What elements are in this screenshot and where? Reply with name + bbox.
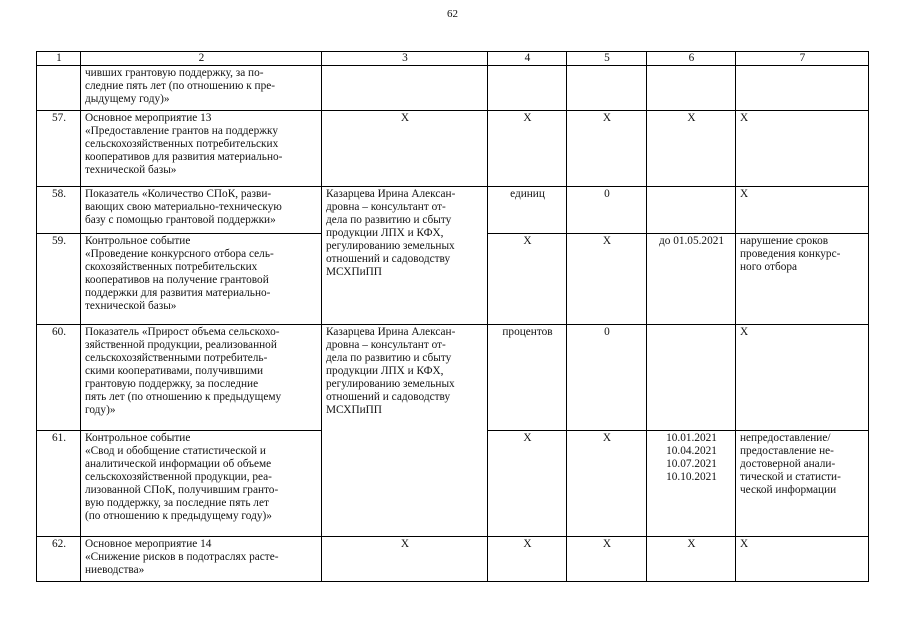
- date-cell: до 01.05.2021: [647, 234, 736, 325]
- col6-cell: Х: [647, 537, 736, 582]
- activity-name: Контрольное событие «Проведение конкурсного отбора сель- скохозяйственных потребительских кооперативов на получение грантовой поддержки для развития материально- технической базы»: [81, 234, 322, 325]
- row-number: 59.: [37, 234, 81, 325]
- col4-cell: [488, 66, 567, 111]
- date-cell: [647, 325, 736, 431]
- activity-name: Контрольное событие «Свод и обобщение статистической и аналитической информации об объеме сельскохозяйственной продукции, реа- лизованной СПоК, получившим гранто- вую поддержку, за последние пять лет (по отношению к предыдущему году)»: [81, 431, 322, 537]
- responsible-cell: [322, 66, 488, 111]
- risk-cell: нарушение сроков проведения конкурс- ного отбора: [736, 234, 869, 325]
- row-number: 58.: [37, 187, 81, 234]
- header-cell: 1: [37, 52, 81, 66]
- header-cell: 5: [567, 52, 647, 66]
- col4-cell: Х: [488, 234, 567, 325]
- activity-name: Показатель «Прирост объема сельскохо- зяйственной продукции, реализованной сельскохозяйственными потребитель- скими кооперативами, получившими грантовую поддержку, за последние пять лет (по отношению к предыдущему году)»: [81, 325, 322, 431]
- table-header-row: [37, 52, 869, 66]
- col4-cell: Х: [488, 431, 567, 537]
- col5-cell: Х: [567, 431, 647, 537]
- row-number: 62.: [37, 537, 81, 582]
- responsible-cell: Х: [322, 537, 488, 582]
- date-cell: [647, 187, 736, 234]
- value-cell: 0: [567, 325, 647, 431]
- activity-name: чивших грантовую поддержку, за по- следние пять лет (по отношению к пре- дыдущему году)»: [81, 66, 322, 111]
- responsible-person: Казарцева Ирина Алексан- дровна – консультант от- дела по развитию и сбыту продукции ЛПХ и КФХ, регулированию земельных отношений и садоводству МСХПиПП: [322, 187, 488, 325]
- col6-cell: [647, 66, 736, 111]
- unit-cell: единиц: [488, 187, 567, 234]
- activity-table: [36, 51, 869, 582]
- table-row-58: [37, 187, 869, 234]
- header-cell: 7: [736, 52, 869, 66]
- value-cell: 0: [567, 187, 647, 234]
- row-number: 61.: [37, 431, 81, 537]
- activity-name: Основное мероприятие 13 «Предоставление грантов на поддержку сельскохозяйственных потребительских кооперативов для развития материально- технической базы»: [81, 111, 322, 187]
- date-cell: 10.01.2021 10.04.2021 10.07.2021 10.10.2021: [647, 431, 736, 537]
- col7-cell: Х: [736, 111, 869, 187]
- header-cell: 3: [322, 52, 488, 66]
- col7-cell: Х: [736, 325, 869, 431]
- unit-cell: процентов: [488, 325, 567, 431]
- table-row-60: [37, 325, 869, 431]
- header-cell: 4: [488, 52, 567, 66]
- row-number: 60.: [37, 325, 81, 431]
- row-number: [37, 66, 81, 111]
- col5-cell: Х: [567, 111, 647, 187]
- risk-cell: непредоставление/ предоставление не- достоверной анали- тической и статисти- ческой информации: [736, 431, 869, 537]
- col4-cell: Х: [488, 111, 567, 187]
- header-cell: 2: [81, 52, 322, 66]
- page-number: 62: [447, 8, 458, 20]
- activity-name: Показатель «Количество СПоК, разви- вающих свою материально-техническую базу с помощью грантовой поддержки»: [81, 187, 322, 234]
- col5-cell: Х: [567, 537, 647, 582]
- col7-cell: Х: [736, 537, 869, 582]
- activity-name: Основное мероприятие 14 «Снижение рисков в подотраслях расте- ниеводства»: [81, 537, 322, 582]
- col5-cell: [567, 66, 647, 111]
- col7-cell: [736, 66, 869, 111]
- responsible-cell: Х: [322, 111, 488, 187]
- col4-cell: Х: [488, 537, 567, 582]
- col7-cell: Х: [736, 187, 869, 234]
- col6-cell: Х: [647, 111, 736, 187]
- table-row-continuation: [37, 66, 869, 111]
- row-number: 57.: [37, 111, 81, 187]
- responsible-person: Казарцева Ирина Алексан- дровна – консультант от- дела по развитию и сбыту продукции ЛПХ и КФХ, регулированию земельных отношений и садоводству МСХПиПП: [322, 325, 488, 537]
- header-cell: 6: [647, 52, 736, 66]
- table-row-62: [37, 537, 869, 582]
- col5-cell: Х: [567, 234, 647, 325]
- table-row-57: [37, 111, 869, 187]
